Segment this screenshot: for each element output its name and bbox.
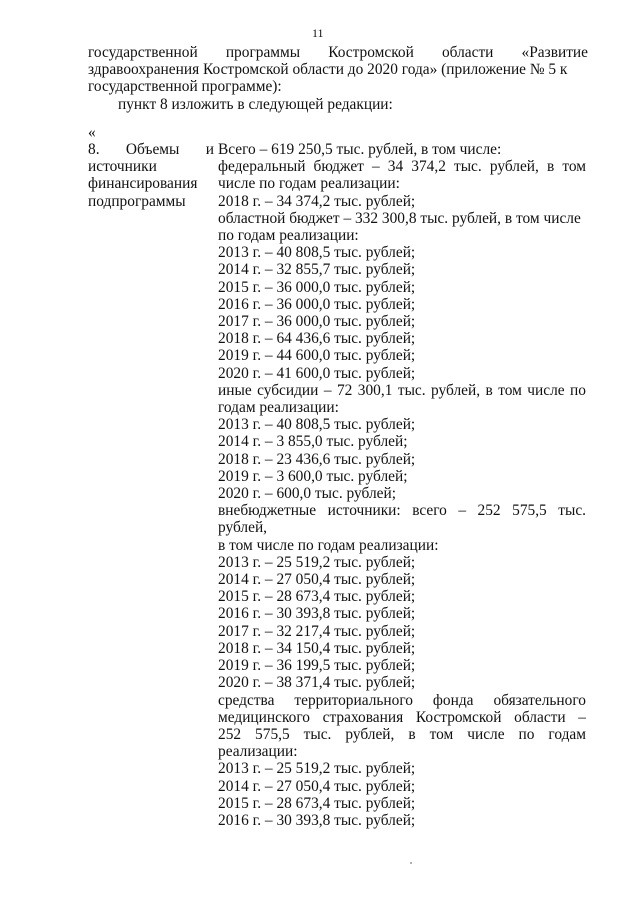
funding-line: 2019 г. – 44 600,0 тыс. рублей; xyxy=(218,347,416,365)
funding-line: 2013 г. – 25 519,2 тыс. рублей; xyxy=(218,553,416,571)
funding-line: в том числе по годам реализации: xyxy=(218,536,439,554)
funding-line: 2018 г. – 34 150,4 тыс. рублей; xyxy=(218,639,416,657)
funding-line: 2018 г. – 23 436,6 тыс. рублей; xyxy=(218,450,416,468)
funding-line: 2017 г. – 36 000,0 тыс. рублей; xyxy=(218,313,416,331)
row-label-line: финансирования xyxy=(88,175,198,193)
funding-line: 2013 г. – 25 519,2 тыс. рублей; xyxy=(218,760,416,778)
open-quote: « xyxy=(88,124,96,141)
funding-line: 2015 г. – 36 000,0 тыс. рублей; xyxy=(218,278,416,296)
funding-line: 2014 г. – 32 855,7 тыс. рублей; xyxy=(218,261,416,279)
page-number: 11 xyxy=(312,26,324,40)
row-label-line: подпрограммы xyxy=(88,192,186,210)
funding-line: Всего – 619 250,5 тыс. рублей, в том числе: xyxy=(218,141,502,158)
funding-line: 2020 г. – 600,0 тыс. рублей; xyxy=(218,485,396,503)
row-label-word: Объемы xyxy=(125,141,180,158)
funding-line: 2016 г. – 30 393,8 тыс. рублей; xyxy=(218,605,416,623)
row-label-line: источники xyxy=(88,158,157,176)
funding-line: 2013 г. – 40 808,5 тыс. рублей; xyxy=(218,244,416,262)
funding-line: областной бюджет – 332 300,8 тыс. рублей, в том числе xyxy=(218,209,581,227)
funding-line: 2014 г. – 3 855,0 тыс. рублей; xyxy=(218,433,408,451)
funding-line: 252 575,5 тыс. рублей, в том числе по годам xyxy=(218,725,586,743)
funding-line: федеральный бюджет – 34 374,2 тыс. рублей, в том xyxy=(218,158,586,176)
funding-line: 2016 г. – 36 000,0 тыс. рублей; xyxy=(218,295,416,313)
row-number: 8. xyxy=(88,141,100,158)
row-label-word: и xyxy=(205,141,214,158)
funding-line: 2020 г. – 41 600,0 тыс. рублей; xyxy=(218,364,416,382)
intro-line: здравоохранения Костромской области до 2020 года» (приложение № 5 к xyxy=(88,61,568,79)
intro-line: государственной программе): xyxy=(88,78,282,96)
funding-line: 2015 г. – 28 673,4 тыс. рублей; xyxy=(218,794,416,812)
funding-line: 2018 г. – 34 374,2 тыс. рублей; xyxy=(218,192,416,210)
funding-line: иные субсидии – 72 300,1 тыс. рублей, в том числе по xyxy=(218,381,586,399)
funding-details-cell xyxy=(218,141,586,829)
funding-line: 2020 г. – 38 371,4 тыс. рублей; xyxy=(218,674,416,692)
scan-speck xyxy=(410,862,412,864)
funding-line: средства территориального фонда обязательного xyxy=(218,691,586,709)
funding-line: рублей, xyxy=(218,519,268,537)
row-label-cell xyxy=(88,141,214,210)
row-label-first-line xyxy=(88,141,214,158)
funding-line: реализации: xyxy=(218,743,298,761)
funding-line: 2014 г. – 27 050,4 тыс. рублей; xyxy=(218,777,416,795)
funding-line: внебюджетные источники: всего – 252 575,5 тыс. xyxy=(218,502,586,520)
intro-line: государственной программы Костромской области «Развитие xyxy=(88,44,588,61)
funding-line: годам реализации: xyxy=(218,399,339,417)
funding-line: медицинского страхования Костромской области – xyxy=(218,708,586,726)
funding-line: 2019 г. – 3 600,0 тыс. рублей; xyxy=(218,467,408,485)
funding-line: 2014 г. – 27 050,4 тыс. рублей; xyxy=(218,571,416,589)
funding-line: 2013 г. – 40 808,5 тыс. рублей; xyxy=(218,416,416,434)
funding-line: 2018 г. – 64 436,6 тыс. рублей; xyxy=(218,330,416,348)
funding-line: 2017 г. – 32 217,4 тыс. рублей; xyxy=(218,622,416,640)
intro-paragraph xyxy=(88,44,588,113)
funding-line: 2019 г. – 36 199,5 тыс. рублей; xyxy=(218,657,416,675)
funding-line: 2016 г. – 30 393,8 тыс. рублей; xyxy=(218,811,416,829)
funding-line: по годам реализации: xyxy=(218,227,359,245)
funding-line: 2015 г. – 28 673,4 тыс. рублей; xyxy=(218,588,416,606)
instruction-line: пункт 8 изложить в следующей редакции: xyxy=(118,95,393,113)
funding-line: числе по годам реализации: xyxy=(218,175,400,193)
